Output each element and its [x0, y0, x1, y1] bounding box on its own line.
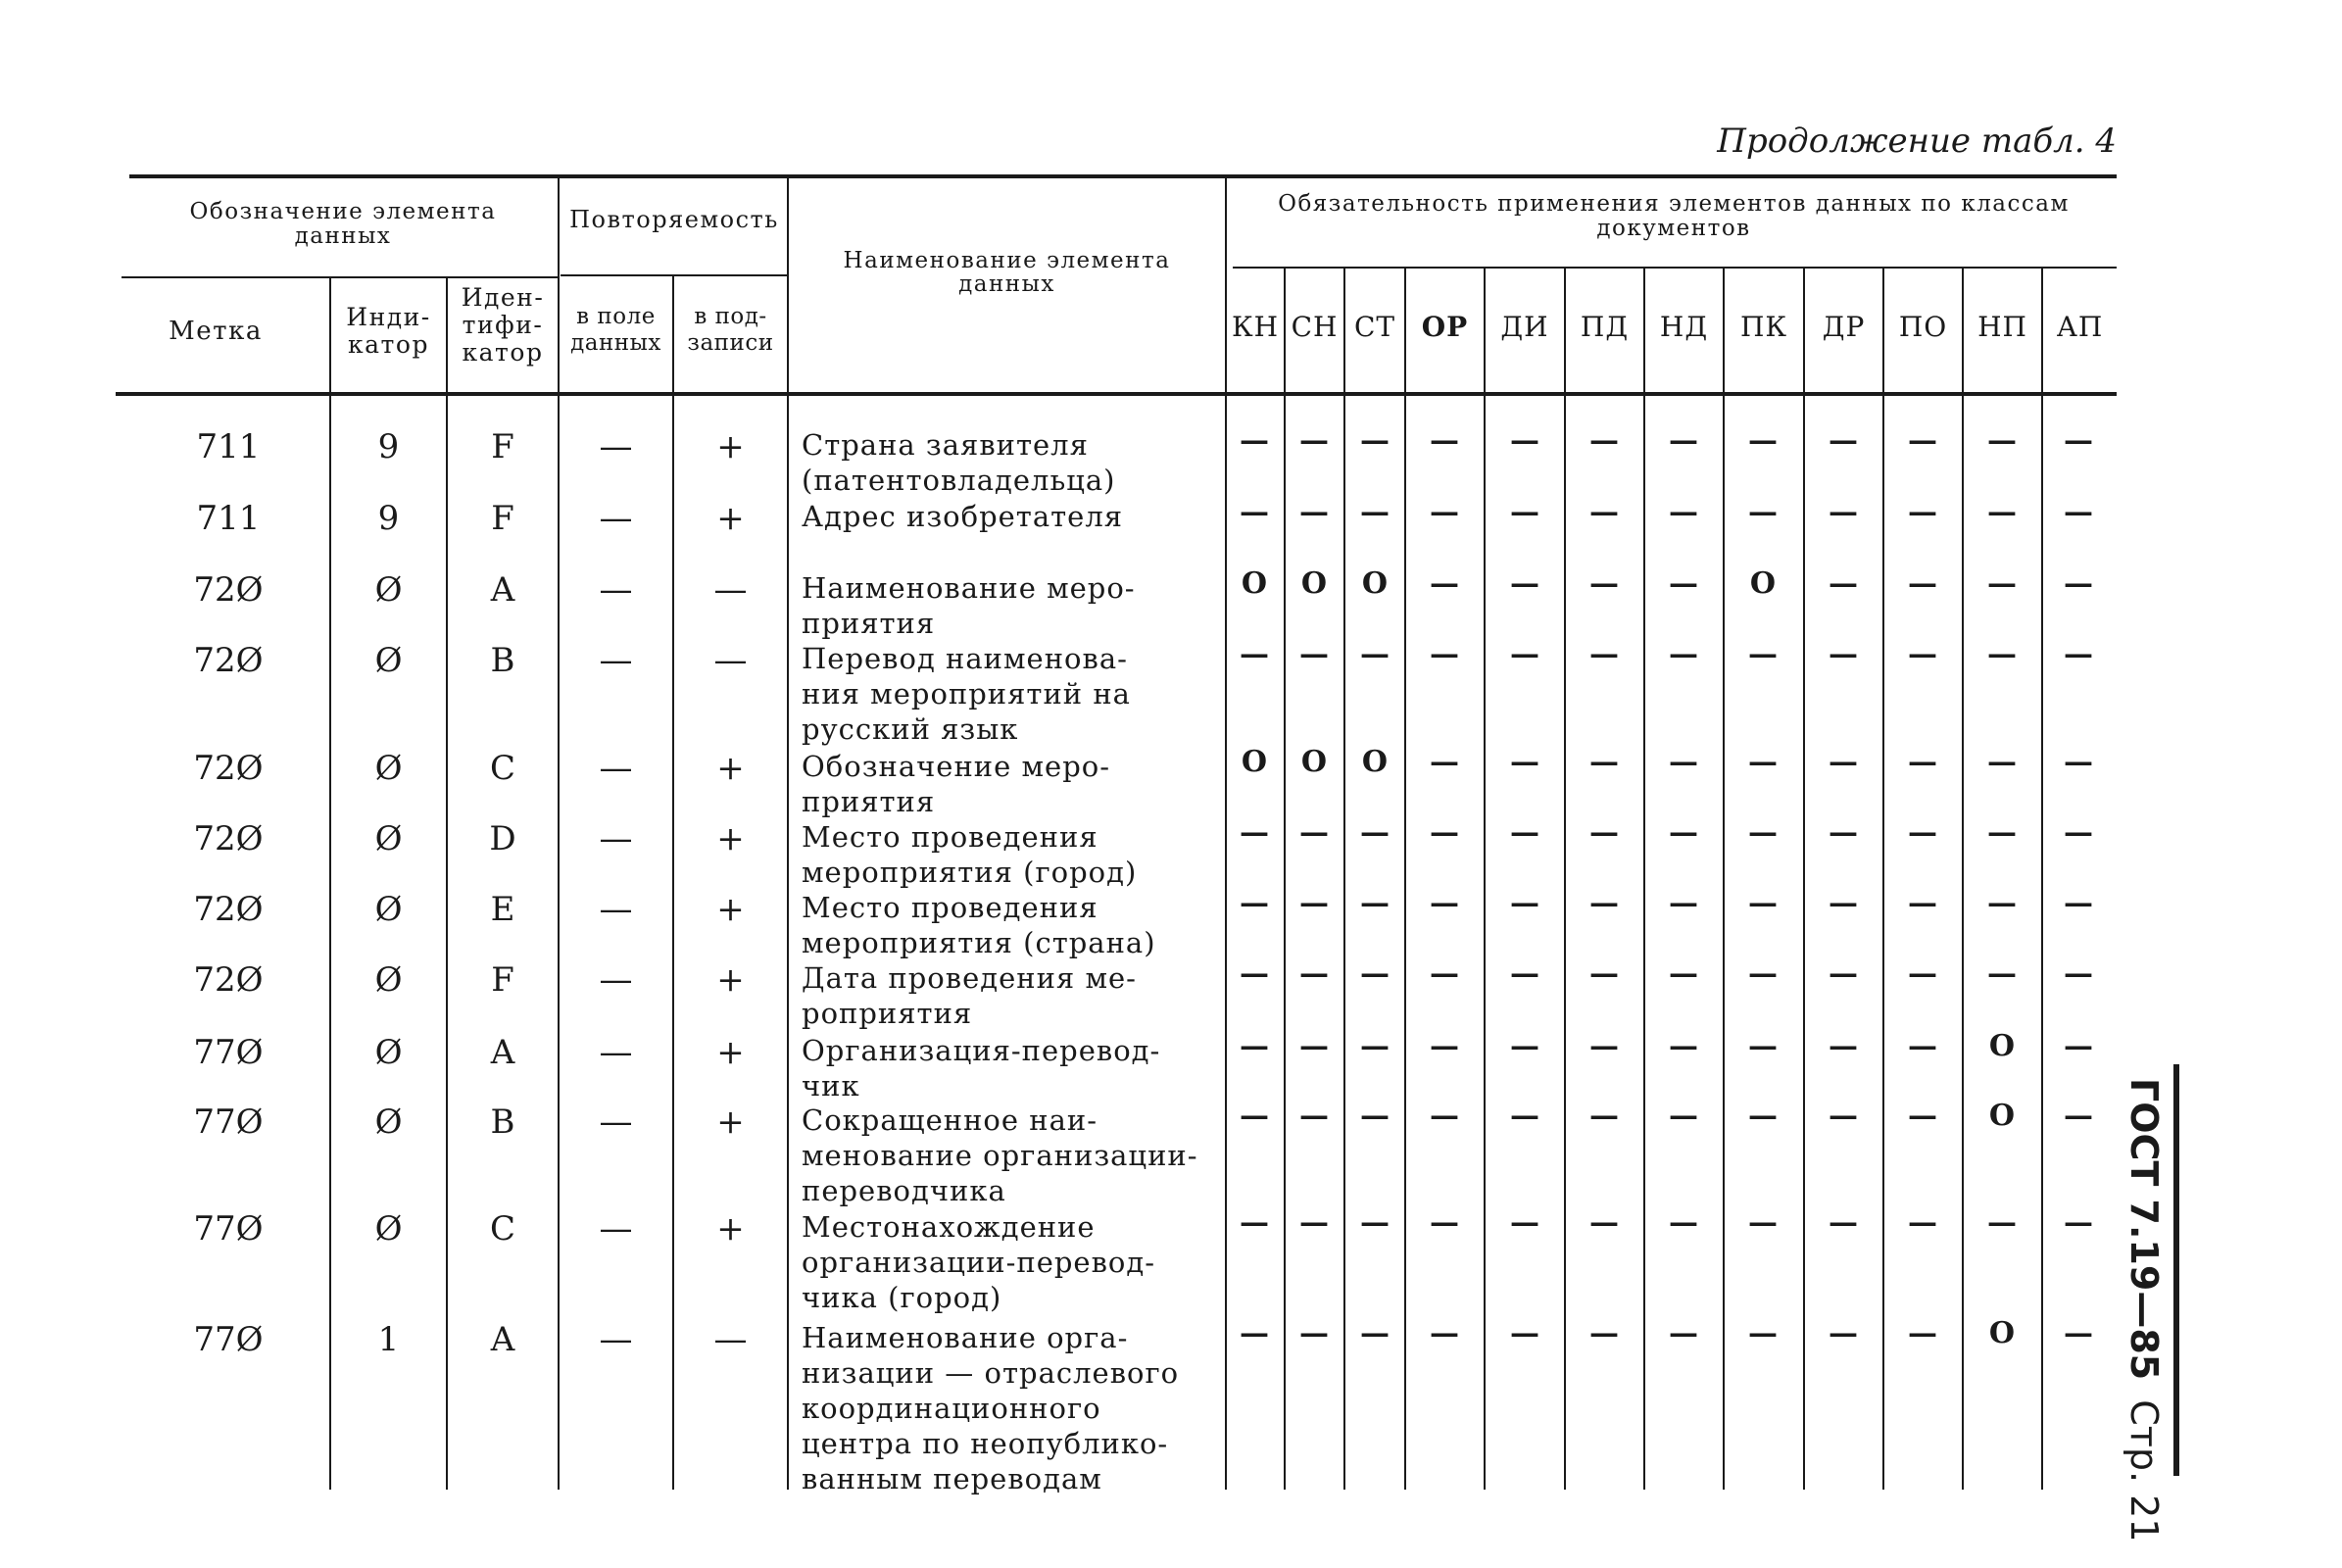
- page-number: Стр. 21: [2122, 1399, 2166, 1543]
- label-cell: 72Ø: [193, 641, 264, 680]
- class-mark-ДИ: —: [1510, 423, 1539, 458]
- class-mark-ПК: —: [1748, 956, 1778, 991]
- class-mark-ОР: —: [1430, 566, 1459, 601]
- element-name-cell: Сокращенное наи- менование организации- переводчика: [802, 1103, 1198, 1207]
- in-record-cell: —: [713, 641, 748, 680]
- class-mark-ПД: —: [1589, 886, 1619, 920]
- identifier-cell: D: [489, 819, 516, 858]
- class-mark-НП: —: [1987, 886, 2017, 920]
- class-mark-КН: —: [1240, 1205, 1269, 1240]
- class-header: НП: [1977, 311, 2027, 343]
- class-mark-ПО: —: [1908, 1316, 1937, 1350]
- class-mark-ДР: —: [1829, 423, 1858, 458]
- standard-number: ГОСТ 7.19—85: [2122, 1078, 2166, 1381]
- class-mark-ПД: —: [1589, 495, 1619, 529]
- in-record-cell: +: [716, 960, 745, 1000]
- class-mark-НП: —: [1987, 1205, 2017, 1240]
- class-mark-НД: —: [1669, 745, 1698, 779]
- class-header: КН: [1231, 311, 1280, 343]
- identifier-cell: B: [490, 1102, 515, 1142]
- class-mark-АП: —: [2064, 745, 2093, 779]
- class-mark-ПО: —: [1908, 637, 1937, 671]
- identifier-cell: A: [490, 1320, 515, 1359]
- class-mark-СН: —: [1299, 1316, 1329, 1350]
- class-mark-ДР: —: [1829, 1205, 1858, 1240]
- class-mark-НД: —: [1669, 423, 1698, 458]
- class-mark-СН: —: [1299, 495, 1329, 529]
- class-mark-СТ: —: [1360, 495, 1390, 529]
- class-mark-КН: O: [1241, 566, 1268, 601]
- label-cell: 77Ø: [193, 1320, 264, 1359]
- class-mark-НД: —: [1669, 1205, 1698, 1240]
- indicator-cell: Ø: [374, 641, 403, 680]
- class-mark-ПД: —: [1589, 566, 1619, 601]
- class-mark-ПД: —: [1589, 1205, 1619, 1240]
- indicator-cell: Ø: [374, 1209, 403, 1249]
- in-record-cell: +: [716, 890, 745, 929]
- header-obligation: Обязательность применения элементов данных по классам документов: [1278, 191, 2070, 241]
- class-mark-ПК: —: [1748, 886, 1778, 920]
- class-mark-СТ: —: [1360, 1316, 1390, 1350]
- class-mark-ПД: —: [1589, 1316, 1619, 1350]
- class-mark-АП: —: [2064, 956, 2093, 991]
- class-mark-АП: —: [2064, 815, 2093, 850]
- header-in-record: в под- записи: [687, 304, 774, 356]
- header-designation: Обозначение элемента данных: [189, 199, 497, 249]
- class-mark-ДИ: —: [1510, 1029, 1539, 1063]
- class-mark-ПК: —: [1748, 495, 1778, 529]
- identifier-cell: E: [490, 890, 515, 929]
- class-header: СТ: [1353, 311, 1396, 343]
- indicator-cell: Ø: [374, 1102, 403, 1142]
- obligation-sub-rule: [1233, 267, 2117, 269]
- class-mark-НП: —: [1987, 745, 2017, 779]
- class-divider: [1484, 269, 1486, 1490]
- header-indicator: Инди- катор: [346, 303, 431, 359]
- identifier-cell: C: [489, 1209, 515, 1249]
- class-mark-СН: —: [1299, 1029, 1329, 1063]
- class-mark-ПК: —: [1748, 1099, 1778, 1133]
- label-cell: 72Ø: [193, 749, 264, 788]
- table-top-rule: [129, 174, 2117, 178]
- header-bottom-rule: [116, 392, 2117, 396]
- class-mark-СТ: —: [1360, 1099, 1390, 1133]
- designation-sub-rule: [122, 276, 559, 278]
- indicator-cell: 1: [377, 1320, 400, 1359]
- class-header: ПО: [1898, 311, 1948, 343]
- class-mark-АП: —: [2064, 1205, 2093, 1240]
- class-mark-ПД: —: [1589, 1099, 1619, 1133]
- label-cell: 77Ø: [193, 1033, 264, 1072]
- col-divider-repeat: [787, 176, 789, 1490]
- class-mark-ПК: —: [1748, 815, 1778, 850]
- class-mark-ПО: —: [1908, 1099, 1937, 1133]
- class-mark-ПО: —: [1908, 566, 1937, 601]
- class-mark-АП: —: [2064, 1029, 2093, 1063]
- class-mark-СТ: O: [1361, 745, 1389, 779]
- class-mark-НД: —: [1669, 1029, 1698, 1063]
- in-field-cell: —: [599, 1209, 633, 1249]
- class-mark-АП: —: [2064, 1316, 2093, 1350]
- in-field-cell: —: [599, 819, 633, 858]
- class-mark-ПО: —: [1908, 1205, 1937, 1240]
- label-cell: 72Ø: [193, 890, 264, 929]
- class-mark-ПД: —: [1589, 1029, 1619, 1063]
- class-mark-ПК: —: [1748, 423, 1778, 458]
- class-mark-ДР: —: [1829, 815, 1858, 850]
- class-mark-СН: —: [1299, 423, 1329, 458]
- class-mark-ПК: O: [1749, 566, 1777, 601]
- class-mark-СН: —: [1299, 956, 1329, 991]
- side-rule: [2173, 1064, 2179, 1476]
- class-mark-ДИ: —: [1510, 1316, 1539, 1350]
- class-mark-ПК: —: [1748, 637, 1778, 671]
- header-in-field: в поле данных: [570, 304, 661, 356]
- class-mark-ДИ: —: [1510, 495, 1539, 529]
- class-mark-СН: —: [1299, 815, 1329, 850]
- class-mark-ДИ: —: [1510, 886, 1539, 920]
- in-field-cell: —: [599, 960, 633, 1000]
- in-record-cell: —: [713, 570, 748, 610]
- element-name-cell: Организация-перевод- чик: [802, 1034, 1161, 1102]
- class-mark-СН: O: [1300, 566, 1328, 601]
- class-header: ДР: [1822, 311, 1866, 343]
- identifier-cell: F: [491, 960, 514, 1000]
- element-name-cell: Обозначение меро- приятия: [802, 750, 1111, 818]
- class-mark-ПД: —: [1589, 815, 1619, 850]
- in-field-cell: —: [599, 749, 633, 788]
- indicator-cell: Ø: [374, 819, 403, 858]
- class-header: ПД: [1580, 311, 1630, 343]
- class-mark-СТ: —: [1360, 1205, 1390, 1240]
- class-header: ДИ: [1500, 311, 1549, 343]
- class-mark-ОР: —: [1430, 1029, 1459, 1063]
- element-name-cell: Страна заявителя (патентовладельца): [802, 428, 1116, 497]
- class-mark-ПК: —: [1748, 745, 1778, 779]
- class-mark-АП: —: [2064, 886, 2093, 920]
- class-mark-НП: O: [1988, 1099, 2016, 1133]
- class-divider: [1803, 269, 1805, 1490]
- class-mark-ОР: —: [1430, 1099, 1459, 1133]
- in-field-cell: —: [599, 641, 633, 680]
- class-mark-ДИ: —: [1510, 637, 1539, 671]
- in-record-cell: +: [716, 1209, 745, 1249]
- class-mark-ДИ: —: [1510, 745, 1539, 779]
- class-mark-КН: —: [1240, 815, 1269, 850]
- side-label: [2113, 1078, 2171, 1568]
- class-mark-КН: —: [1240, 886, 1269, 920]
- class-divider: [1882, 269, 1884, 1490]
- class-mark-ДИ: —: [1510, 566, 1539, 601]
- indicator-cell: Ø: [374, 1033, 403, 1072]
- class-divider: [1723, 269, 1725, 1490]
- indicator-cell: Ø: [374, 749, 403, 788]
- label-cell: 77Ø: [193, 1209, 264, 1249]
- class-mark-ОР: —: [1430, 495, 1459, 529]
- class-mark-АП: —: [2064, 1099, 2093, 1133]
- element-name-cell: Дата проведения ме- роприятия: [802, 961, 1137, 1030]
- class-mark-НП: —: [1987, 637, 2017, 671]
- header-identifier: Иден- тифи- катор: [461, 283, 545, 367]
- class-mark-НД: —: [1669, 637, 1698, 671]
- class-mark-НП: —: [1987, 815, 2017, 850]
- label-cell: 711: [196, 427, 261, 466]
- class-mark-КН: —: [1240, 1029, 1269, 1063]
- class-mark-СН: —: [1299, 637, 1329, 671]
- header-label: Метка: [169, 317, 263, 346]
- class-mark-КН: —: [1240, 1316, 1269, 1350]
- class-mark-КН: —: [1240, 637, 1269, 671]
- class-mark-НД: —: [1669, 495, 1698, 529]
- class-mark-СТ: O: [1361, 566, 1389, 601]
- class-mark-НД: —: [1669, 886, 1698, 920]
- element-name-cell: Место проведения мероприятия (страна): [802, 891, 1156, 959]
- class-mark-ПО: —: [1908, 745, 1937, 779]
- class-mark-НП: —: [1987, 566, 2017, 601]
- class-mark-КН: O: [1241, 745, 1268, 779]
- class-header: НД: [1659, 311, 1709, 343]
- in-field-cell: —: [599, 890, 633, 929]
- class-mark-ПК: —: [1748, 1316, 1778, 1350]
- class-header: СН: [1291, 311, 1339, 343]
- indicator-cell: Ø: [374, 960, 403, 1000]
- repeatability-sub-rule: [561, 274, 788, 276]
- class-mark-СН: —: [1299, 1099, 1329, 1133]
- class-mark-АП: —: [2064, 566, 2093, 601]
- class-mark-ПД: —: [1589, 956, 1619, 991]
- header-repeatability: Повторяемость: [569, 206, 779, 233]
- class-mark-ОР: —: [1430, 1205, 1459, 1240]
- identifier-cell: B: [490, 641, 515, 680]
- class-mark-НД: —: [1669, 566, 1698, 601]
- indicator-cell: Ø: [374, 570, 403, 610]
- class-header: ОР: [1421, 311, 1469, 343]
- element-name-cell: Местонахождение организации-перевод- чика (город): [802, 1210, 1156, 1314]
- class-mark-ДИ: —: [1510, 956, 1539, 991]
- class-mark-ПД: —: [1589, 637, 1619, 671]
- element-name-cell: Перевод наименова- ния мероприятий на русский язык: [802, 642, 1131, 746]
- in-field-cell: —: [599, 427, 633, 466]
- element-name-cell: Адрес изобретателя: [802, 500, 1124, 533]
- indicator-cell: 9: [377, 499, 400, 538]
- class-mark-ДИ: —: [1510, 815, 1539, 850]
- class-mark-ПО: —: [1908, 886, 1937, 920]
- class-mark-АП: —: [2064, 637, 2093, 671]
- class-mark-ОР: —: [1430, 815, 1459, 850]
- class-mark-ПО: —: [1908, 956, 1937, 991]
- class-mark-ДР: —: [1829, 956, 1858, 991]
- class-mark-ОР: —: [1430, 745, 1459, 779]
- class-mark-ДР: —: [1829, 495, 1858, 529]
- class-mark-СТ: —: [1360, 815, 1390, 850]
- class-mark-СТ: —: [1360, 956, 1390, 991]
- class-mark-СН: O: [1300, 745, 1328, 779]
- class-mark-СН: —: [1299, 1205, 1329, 1240]
- class-mark-ОР: —: [1430, 1316, 1459, 1350]
- class-mark-ОР: —: [1430, 956, 1459, 991]
- class-header: АП: [2056, 311, 2104, 343]
- class-mark-АП: —: [2064, 495, 2093, 529]
- class-mark-АП: —: [2064, 423, 2093, 458]
- class-mark-ДР: —: [1829, 1099, 1858, 1133]
- indicator-cell: 9: [377, 427, 400, 466]
- class-mark-НП: O: [1988, 1029, 2016, 1063]
- class-mark-ПД: —: [1589, 423, 1619, 458]
- in-record-cell: +: [716, 819, 745, 858]
- class-mark-НД: —: [1669, 956, 1698, 991]
- in-record-cell: +: [716, 1102, 745, 1142]
- identifier-cell: C: [489, 749, 515, 788]
- indicator-cell: Ø: [374, 890, 403, 929]
- identifier-cell: A: [490, 570, 515, 610]
- class-mark-ДР: —: [1829, 745, 1858, 779]
- class-mark-СТ: —: [1360, 1029, 1390, 1063]
- class-mark-ПК: —: [1748, 1029, 1778, 1063]
- class-mark-СТ: —: [1360, 637, 1390, 671]
- class-mark-НП: O: [1988, 1316, 2016, 1350]
- class-mark-ДИ: —: [1510, 1205, 1539, 1240]
- in-field-cell: —: [599, 1320, 633, 1359]
- class-mark-НП: —: [1987, 956, 2017, 991]
- class-mark-КН: —: [1240, 423, 1269, 458]
- class-mark-ДР: —: [1829, 1316, 1858, 1350]
- label-cell: 72Ø: [193, 960, 264, 1000]
- in-record-cell: —: [713, 1320, 748, 1359]
- identifier-cell: A: [490, 1033, 515, 1072]
- identifier-cell: F: [491, 499, 514, 538]
- continuation-caption: Продолжение табл. 4: [1717, 122, 2117, 161]
- class-mark-ПО: —: [1908, 1029, 1937, 1063]
- class-mark-ДИ: —: [1510, 1099, 1539, 1133]
- class-mark-НД: —: [1669, 1099, 1698, 1133]
- class-mark-КН: —: [1240, 495, 1269, 529]
- class-mark-КН: —: [1240, 1099, 1269, 1133]
- label-cell: 711: [196, 499, 261, 538]
- class-mark-СТ: —: [1360, 886, 1390, 920]
- element-name-cell: Место проведения мероприятия (город): [802, 820, 1138, 889]
- class-mark-ОР: —: [1430, 423, 1459, 458]
- element-name-cell: Наименование орга- низации — отраслевого координационного центра по неопублико- ванным переводам: [802, 1321, 1180, 1495]
- class-divider: [1404, 269, 1406, 1490]
- class-mark-СТ: —: [1360, 423, 1390, 458]
- class-mark-НП: —: [1987, 495, 2017, 529]
- class-mark-ПО: —: [1908, 495, 1937, 529]
- class-mark-НД: —: [1669, 815, 1698, 850]
- class-mark-ДР: —: [1829, 886, 1858, 920]
- in-record-cell: +: [716, 749, 745, 788]
- label-cell: 72Ø: [193, 819, 264, 858]
- element-name-cell: Наименование меро- приятия: [802, 571, 1136, 640]
- class-divider: [2041, 269, 2043, 1490]
- class-mark-ПД: —: [1589, 745, 1619, 779]
- class-header: ПК: [1739, 311, 1788, 343]
- class-mark-ОР: —: [1430, 886, 1459, 920]
- class-divider: [1643, 269, 1645, 1490]
- class-mark-ДР: —: [1829, 566, 1858, 601]
- in-record-cell: +: [716, 1033, 745, 1072]
- in-field-cell: —: [599, 1033, 633, 1072]
- class-mark-ПО: —: [1908, 423, 1937, 458]
- in-field-cell: —: [599, 499, 633, 538]
- class-mark-НД: —: [1669, 1316, 1698, 1350]
- class-mark-НП: —: [1987, 423, 2017, 458]
- in-field-cell: —: [599, 1102, 633, 1142]
- class-divider: [1962, 269, 1964, 1490]
- class-mark-КН: —: [1240, 956, 1269, 991]
- label-cell: 77Ø: [193, 1102, 264, 1142]
- label-cell: 72Ø: [193, 570, 264, 610]
- class-mark-ПК: —: [1748, 1205, 1778, 1240]
- class-mark-ОР: —: [1430, 637, 1459, 671]
- in-record-cell: +: [716, 499, 745, 538]
- in-field-cell: —: [599, 570, 633, 610]
- class-mark-ДР: —: [1829, 1029, 1858, 1063]
- class-mark-СН: —: [1299, 886, 1329, 920]
- class-mark-ПО: —: [1908, 815, 1937, 850]
- header-element-name: Наименование элемента данных: [843, 248, 1171, 297]
- identifier-cell: F: [491, 427, 514, 466]
- class-divider: [1564, 269, 1566, 1490]
- in-record-cell: +: [716, 427, 745, 466]
- class-mark-ДР: —: [1829, 637, 1858, 671]
